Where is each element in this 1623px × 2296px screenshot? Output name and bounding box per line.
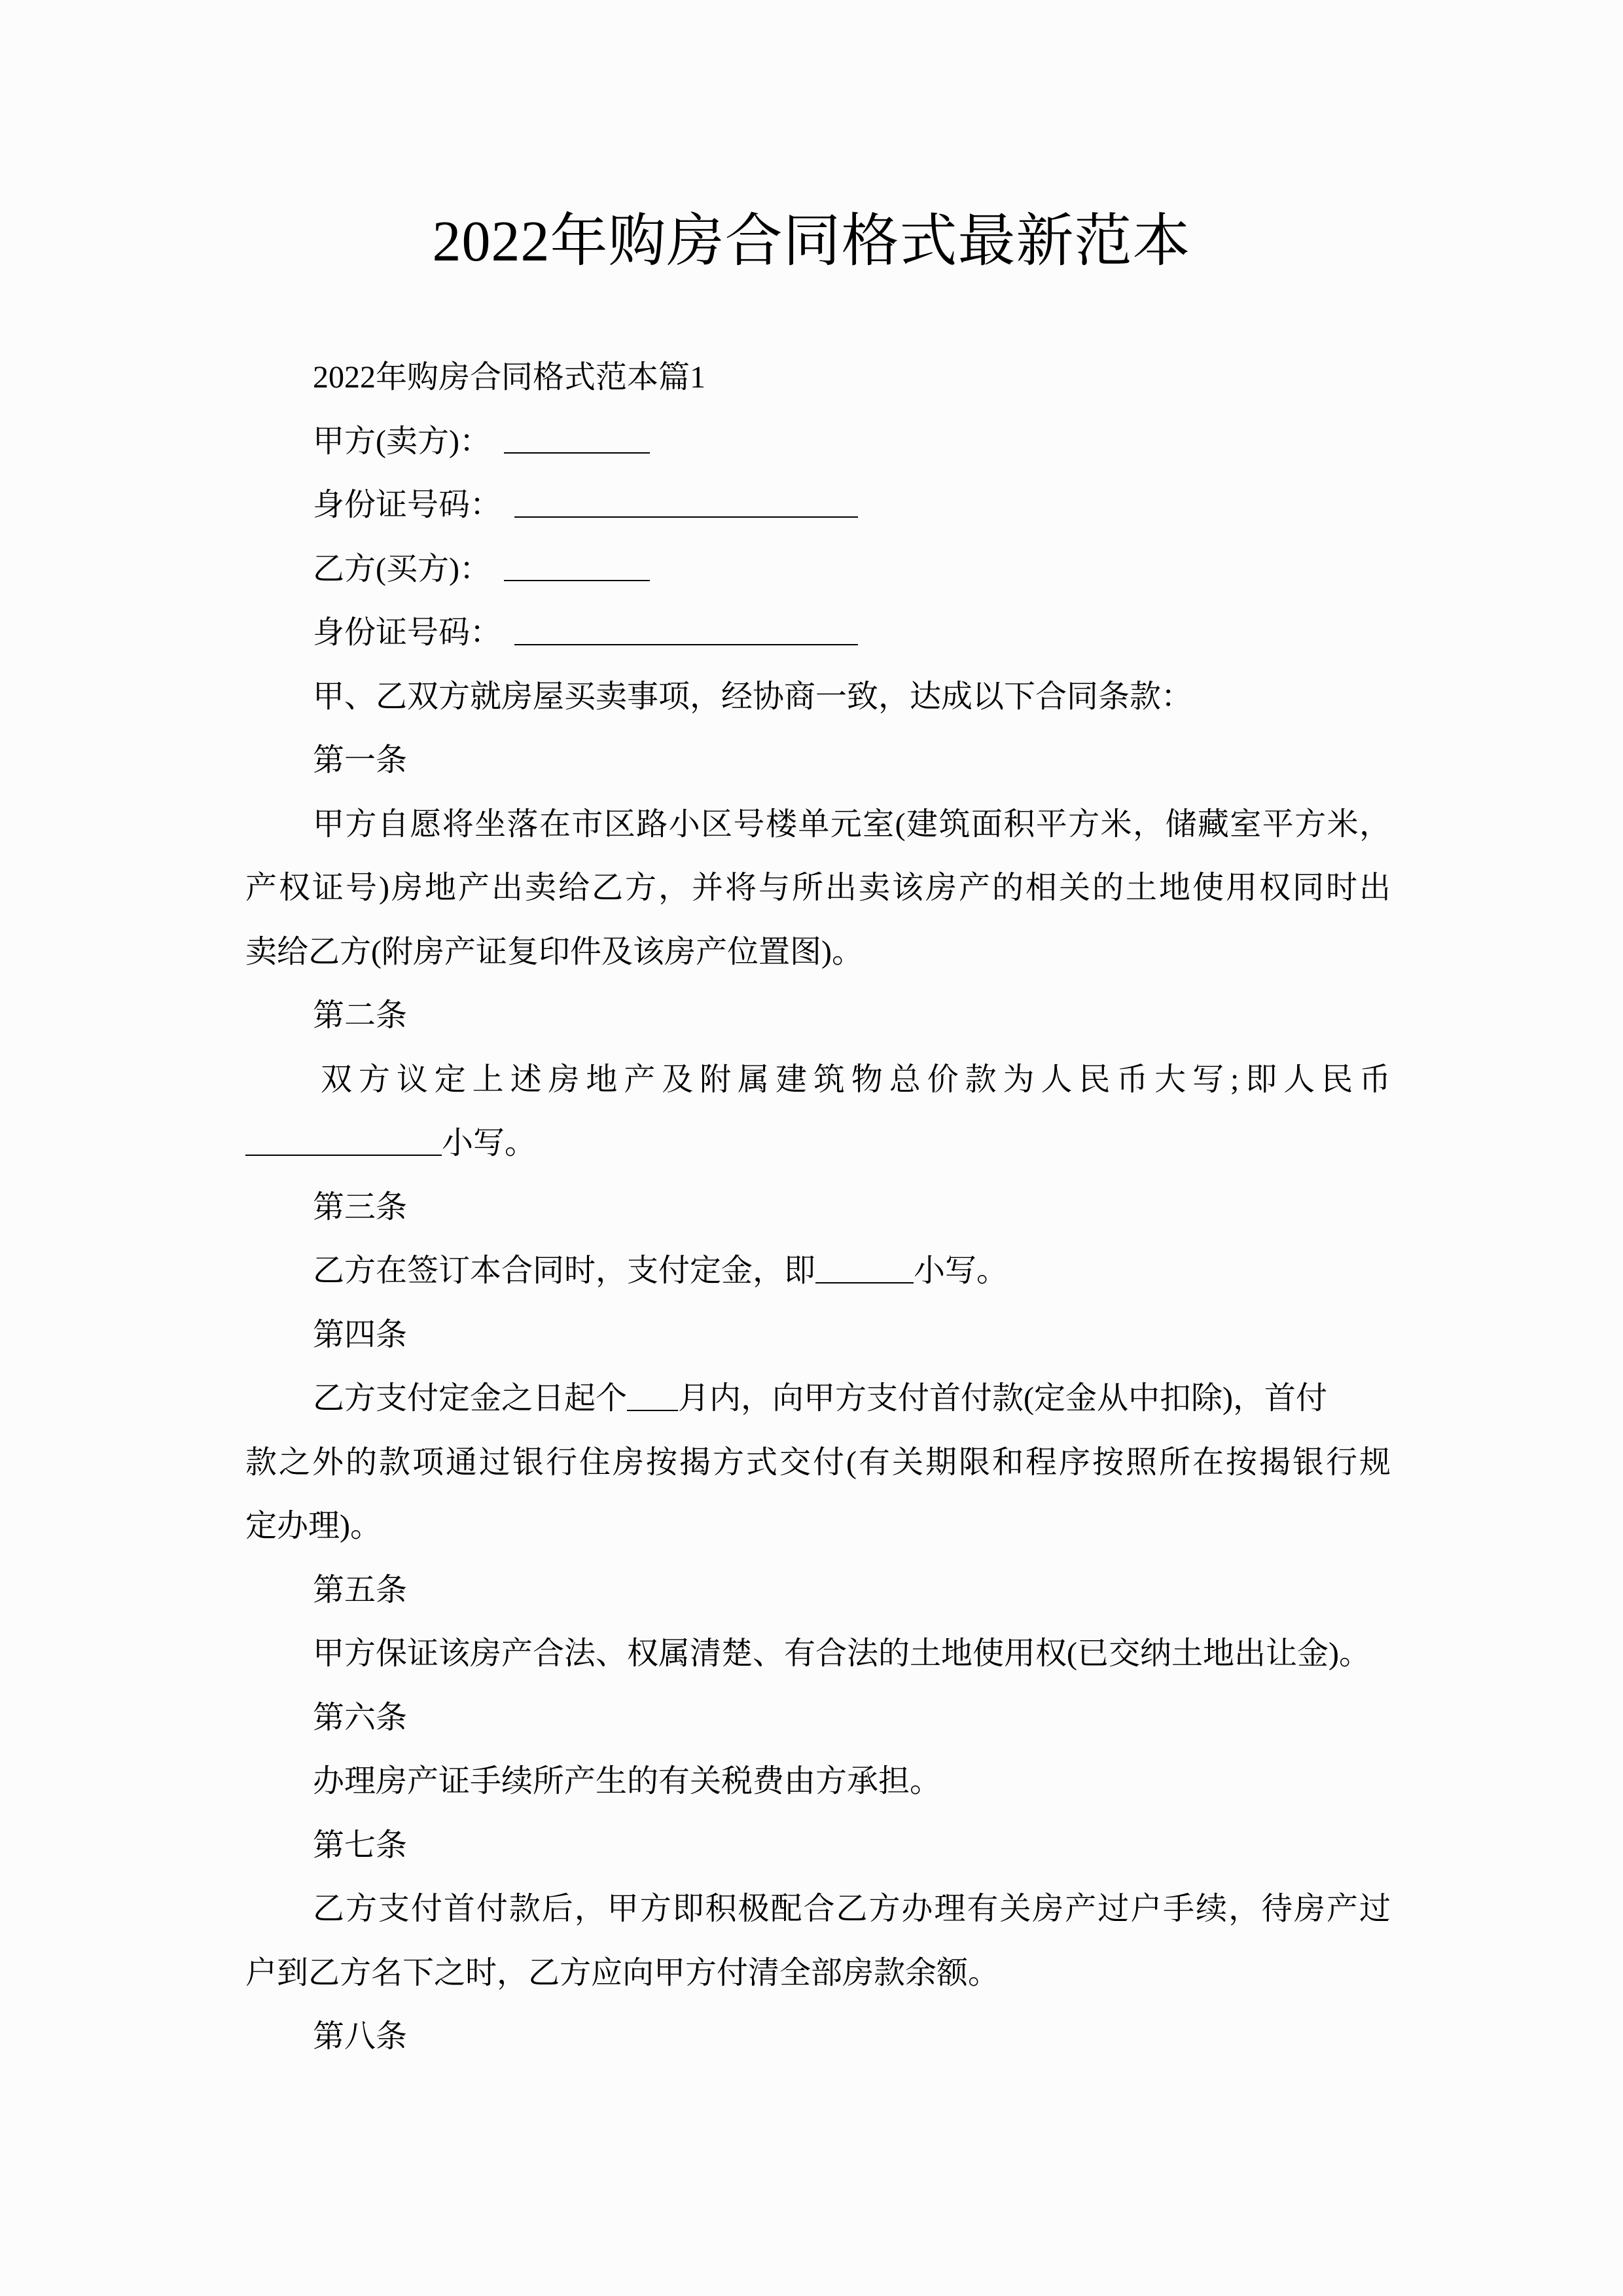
article-3-suffix: 小写。 — [914, 1253, 1008, 1288]
article-6-text: 办理房产证手续所产生的有关税费由方承担。 — [313, 1764, 942, 1799]
article-3-text — [245, 1239, 1391, 1303]
article-3-prefix: 乙方在签订本合同时，支付定金，即 — [313, 1253, 816, 1288]
article-7-heading: 第七条 — [313, 1827, 408, 1863]
months-blank-field[interactable] — [627, 1382, 678, 1411]
article-4-line-1-suffix: 月内，向甲方支付首付款(定金从中扣除)，首付 — [678, 1381, 1327, 1416]
article-2-line-1: 双方议定上述房地产及附属建筑物总价款为人民币大写;即人民币 — [321, 1062, 1391, 1097]
article-2-heading: 第二条 — [313, 998, 408, 1033]
article-6-heading: 第六条 — [313, 1700, 408, 1735]
article-2-line-2-suffix: 小写。 — [442, 1126, 537, 1160]
article-4-heading: 第四条 — [313, 1317, 408, 1352]
article-1-line-2: 产权证号)房地产出卖给乙方，并将与所出卖该房产的相关的土地使用权同时出 — [245, 870, 1391, 905]
buyer-label: 乙方(买方)： — [313, 551, 491, 586]
buyer-id-label: 身份证号码： — [313, 615, 502, 650]
seller-id-field-row — [245, 473, 1391, 537]
article-4-line-2: 款之外的款项通过银行住房按揭方式交付(有关期限和程序按照所在按揭银行规 — [245, 1444, 1391, 1480]
seller-id-blank-field[interactable] — [514, 488, 858, 518]
buyer-id-field-row — [245, 601, 1391, 665]
buyer-id-blank-field[interactable] — [514, 616, 858, 645]
document-title: 2022年购房合同格式最新范本 — [432, 210, 1191, 274]
article-3-heading: 第三条 — [313, 1189, 408, 1225]
deposit-blank-field[interactable] — [815, 1254, 914, 1283]
article-4-line-1 — [245, 1367, 1391, 1431]
document-body — [245, 346, 1391, 2069]
price-lowercase-blank-field[interactable] — [245, 1126, 442, 1156]
article-5-text: 甲方保证该房产合法、权属清楚、有合法的土地使用权(已交纳土地出让金)。 — [313, 1636, 1370, 1671]
article-7-line-1: 乙方支付首付款后，甲方即积极配合乙方办理有关房产过户手续，待房产过 — [313, 1892, 1391, 1926]
article-1-line-1: 甲方自愿将坐落在市区路小区号楼单元室(建筑面积平方米，储藏室平方米， — [313, 806, 1391, 842]
seller-id-label: 身份证号码： — [313, 488, 502, 522]
buyer-blank-field[interactable] — [504, 552, 650, 581]
seller-field-row — [245, 410, 1391, 474]
preamble: 甲、乙双方就房屋买卖事项，经协商一致，达成以下合同条款： — [313, 679, 1193, 714]
article-5-heading: 第五条 — [313, 1572, 408, 1607]
section-subtitle: 2022年购房合同格式范本篇1 — [313, 360, 706, 395]
article-2-line-2 — [245, 1111, 1391, 1175]
article-1-line-3: 卖给乙方(附房产证复印件及该房产位置图)。 — [245, 934, 863, 969]
article-1-heading: 第一条 — [313, 743, 408, 778]
article-7-line-2: 户到乙方名下之时，乙方应向甲方付清全部房款余额。 — [245, 1955, 1000, 1990]
article-4-line-3: 定办理)。 — [245, 1509, 382, 1543]
buyer-field-row — [245, 537, 1391, 601]
seller-blank-field[interactable] — [504, 424, 650, 454]
article-8-heading: 第八条 — [313, 2019, 408, 2054]
article-4-line-1-prefix: 乙方支付定金之日起个 — [313, 1381, 628, 1416]
seller-label: 甲方(卖方)： — [313, 423, 491, 459]
